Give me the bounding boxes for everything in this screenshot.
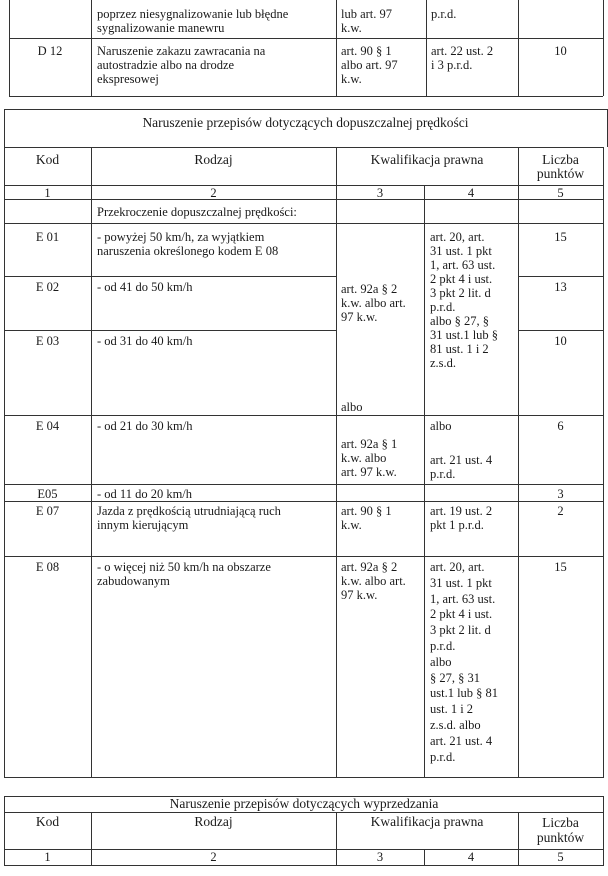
qual-line: 81 ust. 1 i 2 [430, 342, 489, 356]
code-e05: E05 [37, 487, 58, 501]
qual-line: k.w. albo [341, 451, 387, 465]
code-e08: E 08 [35, 560, 60, 574]
kind-line: autostradzie albo na drodze [97, 58, 235, 72]
qual-line: art. 90 § 1 [341, 504, 392, 518]
qual-line: k.w. [341, 72, 362, 86]
table-row [97, 7, 288, 35]
kind-e05: - od 11 do 20 km/h [97, 487, 193, 501]
kind-e08 [97, 560, 271, 588]
kind-line: innym kierującym [97, 518, 189, 532]
qual-e-col3-a [341, 282, 406, 324]
header-points-line: punktów [536, 166, 585, 181]
code-e01: E 01 [35, 230, 60, 244]
qual-line: 97 k.w. [341, 310, 378, 324]
col-number: 1 [44, 186, 51, 200]
qual-line: art. 21 ust. 4 [430, 733, 493, 748]
qual-line: 1, art. 63 ust. [430, 591, 496, 606]
qual-line: ust.1 lub § 81 [430, 686, 499, 701]
qual-line: p.r.d. [430, 300, 456, 314]
points-e02: 13 [554, 280, 567, 294]
points-e01: 15 [554, 230, 567, 244]
col-number: 3 [376, 186, 384, 200]
code-e07: E 07 [35, 504, 60, 518]
header-code: Kod [35, 152, 60, 167]
col-number: 5 [557, 186, 564, 200]
qual-line: p.r.d. [431, 7, 457, 21]
qual-line: art. 92a § 2 [341, 282, 398, 296]
qual-line: § 27, § 31 [430, 670, 480, 685]
kind-line: Naruszenie zakazu zawracania na [97, 44, 266, 58]
qual-line: 3 pkt 2 lit. d [430, 623, 491, 638]
points-e08: 15 [554, 560, 567, 574]
qual-line: art. 19 ust. 2 [430, 504, 493, 518]
header-kind: Rodzaj [194, 814, 233, 829]
header-code: Kod [35, 814, 60, 829]
qual-line: 3 pkt 2 lit. d [430, 286, 491, 300]
kind-line: Jazda z prędkością utrudniającą ruch [97, 504, 281, 518]
qual-line: k.w. albo art. [341, 574, 406, 588]
qual-line: k.w. albo art. [341, 296, 406, 310]
qual-line: pkt 1 p.r.d. [430, 518, 484, 532]
col-number: 4 [467, 186, 475, 200]
qual-e-col4-b [430, 453, 492, 481]
qual-line: albo art. 97 [341, 58, 398, 72]
col-number: 4 [467, 850, 475, 864]
qual-e08-col3 [341, 560, 406, 602]
qual-line: art. 21 ust. 4 [430, 453, 493, 467]
table-f-title: Naruszenie przepisów dotyczących wyprzedzania [169, 796, 439, 811]
table-e-title: Naruszenie przepisów dotyczących dopuszczalnej prędkości [142, 115, 469, 130]
section-label: Przekroczenie dopuszczalnej prędkości: [97, 205, 297, 219]
qual-line: art. 92a § 2 [341, 560, 398, 574]
qual-e07-col3 [341, 504, 392, 532]
qual-line: p.r.d. [430, 638, 456, 653]
qual-line: i 3 p.r.d. [431, 58, 473, 72]
kind-line: - powyżej 50 km/h, za wyjątkiem [97, 230, 265, 244]
kind-e01 [97, 230, 278, 258]
kind-line: sygnalizowanie manewru [97, 21, 225, 35]
qual-line: z.s.d. [430, 356, 457, 370]
qual-e-col4-albo: albo [430, 419, 452, 433]
qual-line: 1, art. 63 ust. [430, 258, 496, 272]
qual-line: lub art. 97 [341, 7, 393, 21]
kind-line: ekspresowej [97, 72, 159, 86]
qual-line: art. 97 k.w. [341, 465, 397, 479]
points-e04: 6 [557, 419, 564, 433]
col-number: 2 [210, 186, 217, 200]
qual-line: 31 ust. 1 pkt [430, 244, 492, 258]
points-e03: 10 [554, 334, 567, 348]
qual-line: art. 22 ust. 2 [431, 44, 494, 58]
qual-e-col3-albo: albo [341, 400, 363, 414]
qual-line: k.w. [341, 21, 362, 35]
qual-line: 31 ust.1 lub § [430, 328, 499, 342]
header-qualification: Kwalifikacja prawna [370, 814, 484, 829]
kind-e07 [97, 504, 281, 532]
qual-e-col3-b [341, 437, 397, 479]
code-e03: E 03 [35, 334, 60, 348]
kind-line: - o więcej niż 50 km/h na obszarze [97, 560, 271, 574]
header-points-line: punktów [536, 830, 585, 845]
col-number: 3 [376, 850, 384, 864]
qual-e08-col4 [430, 560, 498, 765]
points-e05: 3 [557, 487, 564, 501]
points-e07: 2 [557, 504, 564, 518]
header-points [518, 815, 603, 845]
header-points [518, 153, 603, 181]
qual-line: art. 90 § 1 [341, 44, 392, 58]
qual-line: albo [430, 654, 452, 669]
kind-e03: - od 31 do 40 km/h [97, 334, 193, 348]
qual-line: 2 pkt 4 i ust. [430, 272, 493, 286]
col-number: 1 [44, 850, 51, 864]
kind-e04: - od 21 do 30 km/h [97, 419, 193, 433]
qual-line: z.s.d. albo [430, 717, 481, 732]
kind-e02: - od 41 do 50 km/h [97, 280, 193, 294]
header-qualification: Kwalifikacja prawna [370, 152, 484, 167]
qual-line: art. 20, art. [430, 560, 485, 574]
qual-e07-col4 [430, 504, 492, 532]
qual-line: art. 20, art. [430, 230, 485, 244]
qual-line: p.r.d. [430, 749, 456, 764]
points-d12: 10 [554, 44, 567, 58]
qual-line: 2 pkt 4 i ust. [430, 607, 493, 622]
qual-line: art. 92a § 1 [341, 437, 398, 451]
table-row [97, 44, 265, 86]
qual-line: albo § 27, § [430, 314, 490, 328]
kind-line: zabudowanym [97, 574, 170, 588]
qual-line: p.r.d. [430, 467, 456, 481]
qual-line: 31 ust. 1 pkt [430, 575, 492, 590]
header-points-line: Liczba [542, 815, 579, 830]
qual-e-col4-a [430, 230, 498, 370]
header-points-line: Liczba [542, 152, 579, 167]
col-number: 5 [557, 850, 564, 864]
code-e04: E 04 [35, 419, 60, 433]
code-e02: E 02 [35, 280, 60, 294]
kind-line: naruszenia określonego kodem E 08 [97, 244, 279, 258]
col-number: 2 [210, 850, 217, 864]
header-kind: Rodzaj [194, 152, 233, 167]
kind-line: poprzez niesygnalizowanie lub błędne [97, 7, 289, 21]
qual-line: ust. 1 i 2 [430, 702, 474, 717]
qual-line: 97 k.w. [341, 588, 378, 602]
code-d12: D 12 [37, 44, 63, 58]
qual-line: k.w. [341, 518, 362, 532]
